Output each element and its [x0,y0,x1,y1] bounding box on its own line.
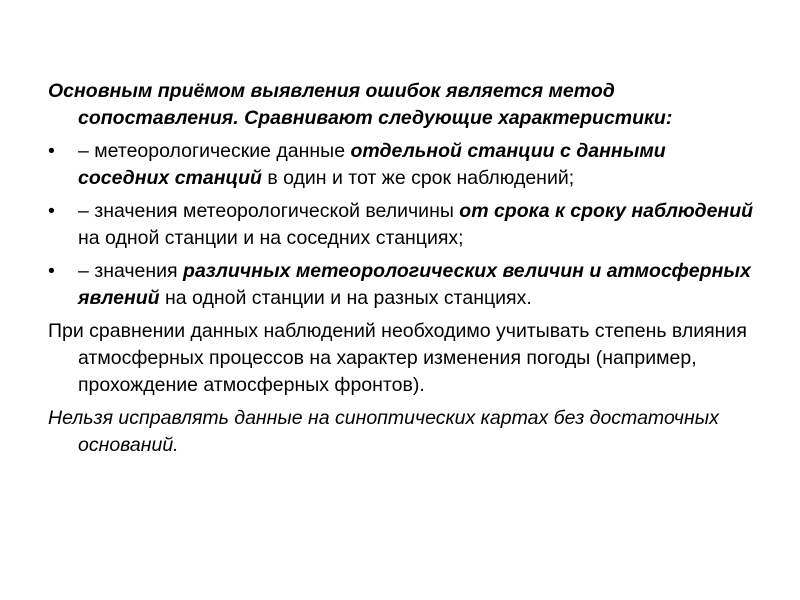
bullet-item-3 [48,258,758,312]
closing-paragraph: Нельзя исправлять данные на синоптических картах без достаточных оснований. [48,407,719,456]
bullet-text-plain: на одной станции и на разных станциях. [159,287,532,309]
bullet-item-2 [48,198,758,252]
bullet-text-emphasis: различных метеорологических величин и атмосферных явлений [78,260,751,309]
bullet-text-emphasis: отдельной станции с данными соседних станций [78,140,666,189]
bullet-text-plain: на одной станции и на соседних станциях; [78,227,464,249]
bullet-icon: • [48,200,55,222]
intro-paragraph: Основным приёмом выявления ошибок является метод сопоставления. Сравнивают следующие характеристики: [48,80,673,129]
bullet-text-plain: – значения [78,260,184,282]
bullet-text-plain: – метеорологические данные [78,140,351,162]
bullet-text-plain: в один и тот же срок наблюдений; [261,167,575,189]
bullet-text-plain: – значения метеорологической величины [78,200,460,222]
comparison-note-paragraph: При сравнении данных наблюдений необходимо учитывать степень влияния атмосферных процессов на характер изменения погоды (например, прохождение атмосферных фронтов). [48,320,747,396]
bullet-icon: • [48,140,55,162]
bullet-text-emphasis: от срока к сроку наблюдений [459,200,754,222]
bullet-item-1 [48,138,758,192]
slide-content [48,78,758,465]
bullet-icon: • [48,260,55,282]
